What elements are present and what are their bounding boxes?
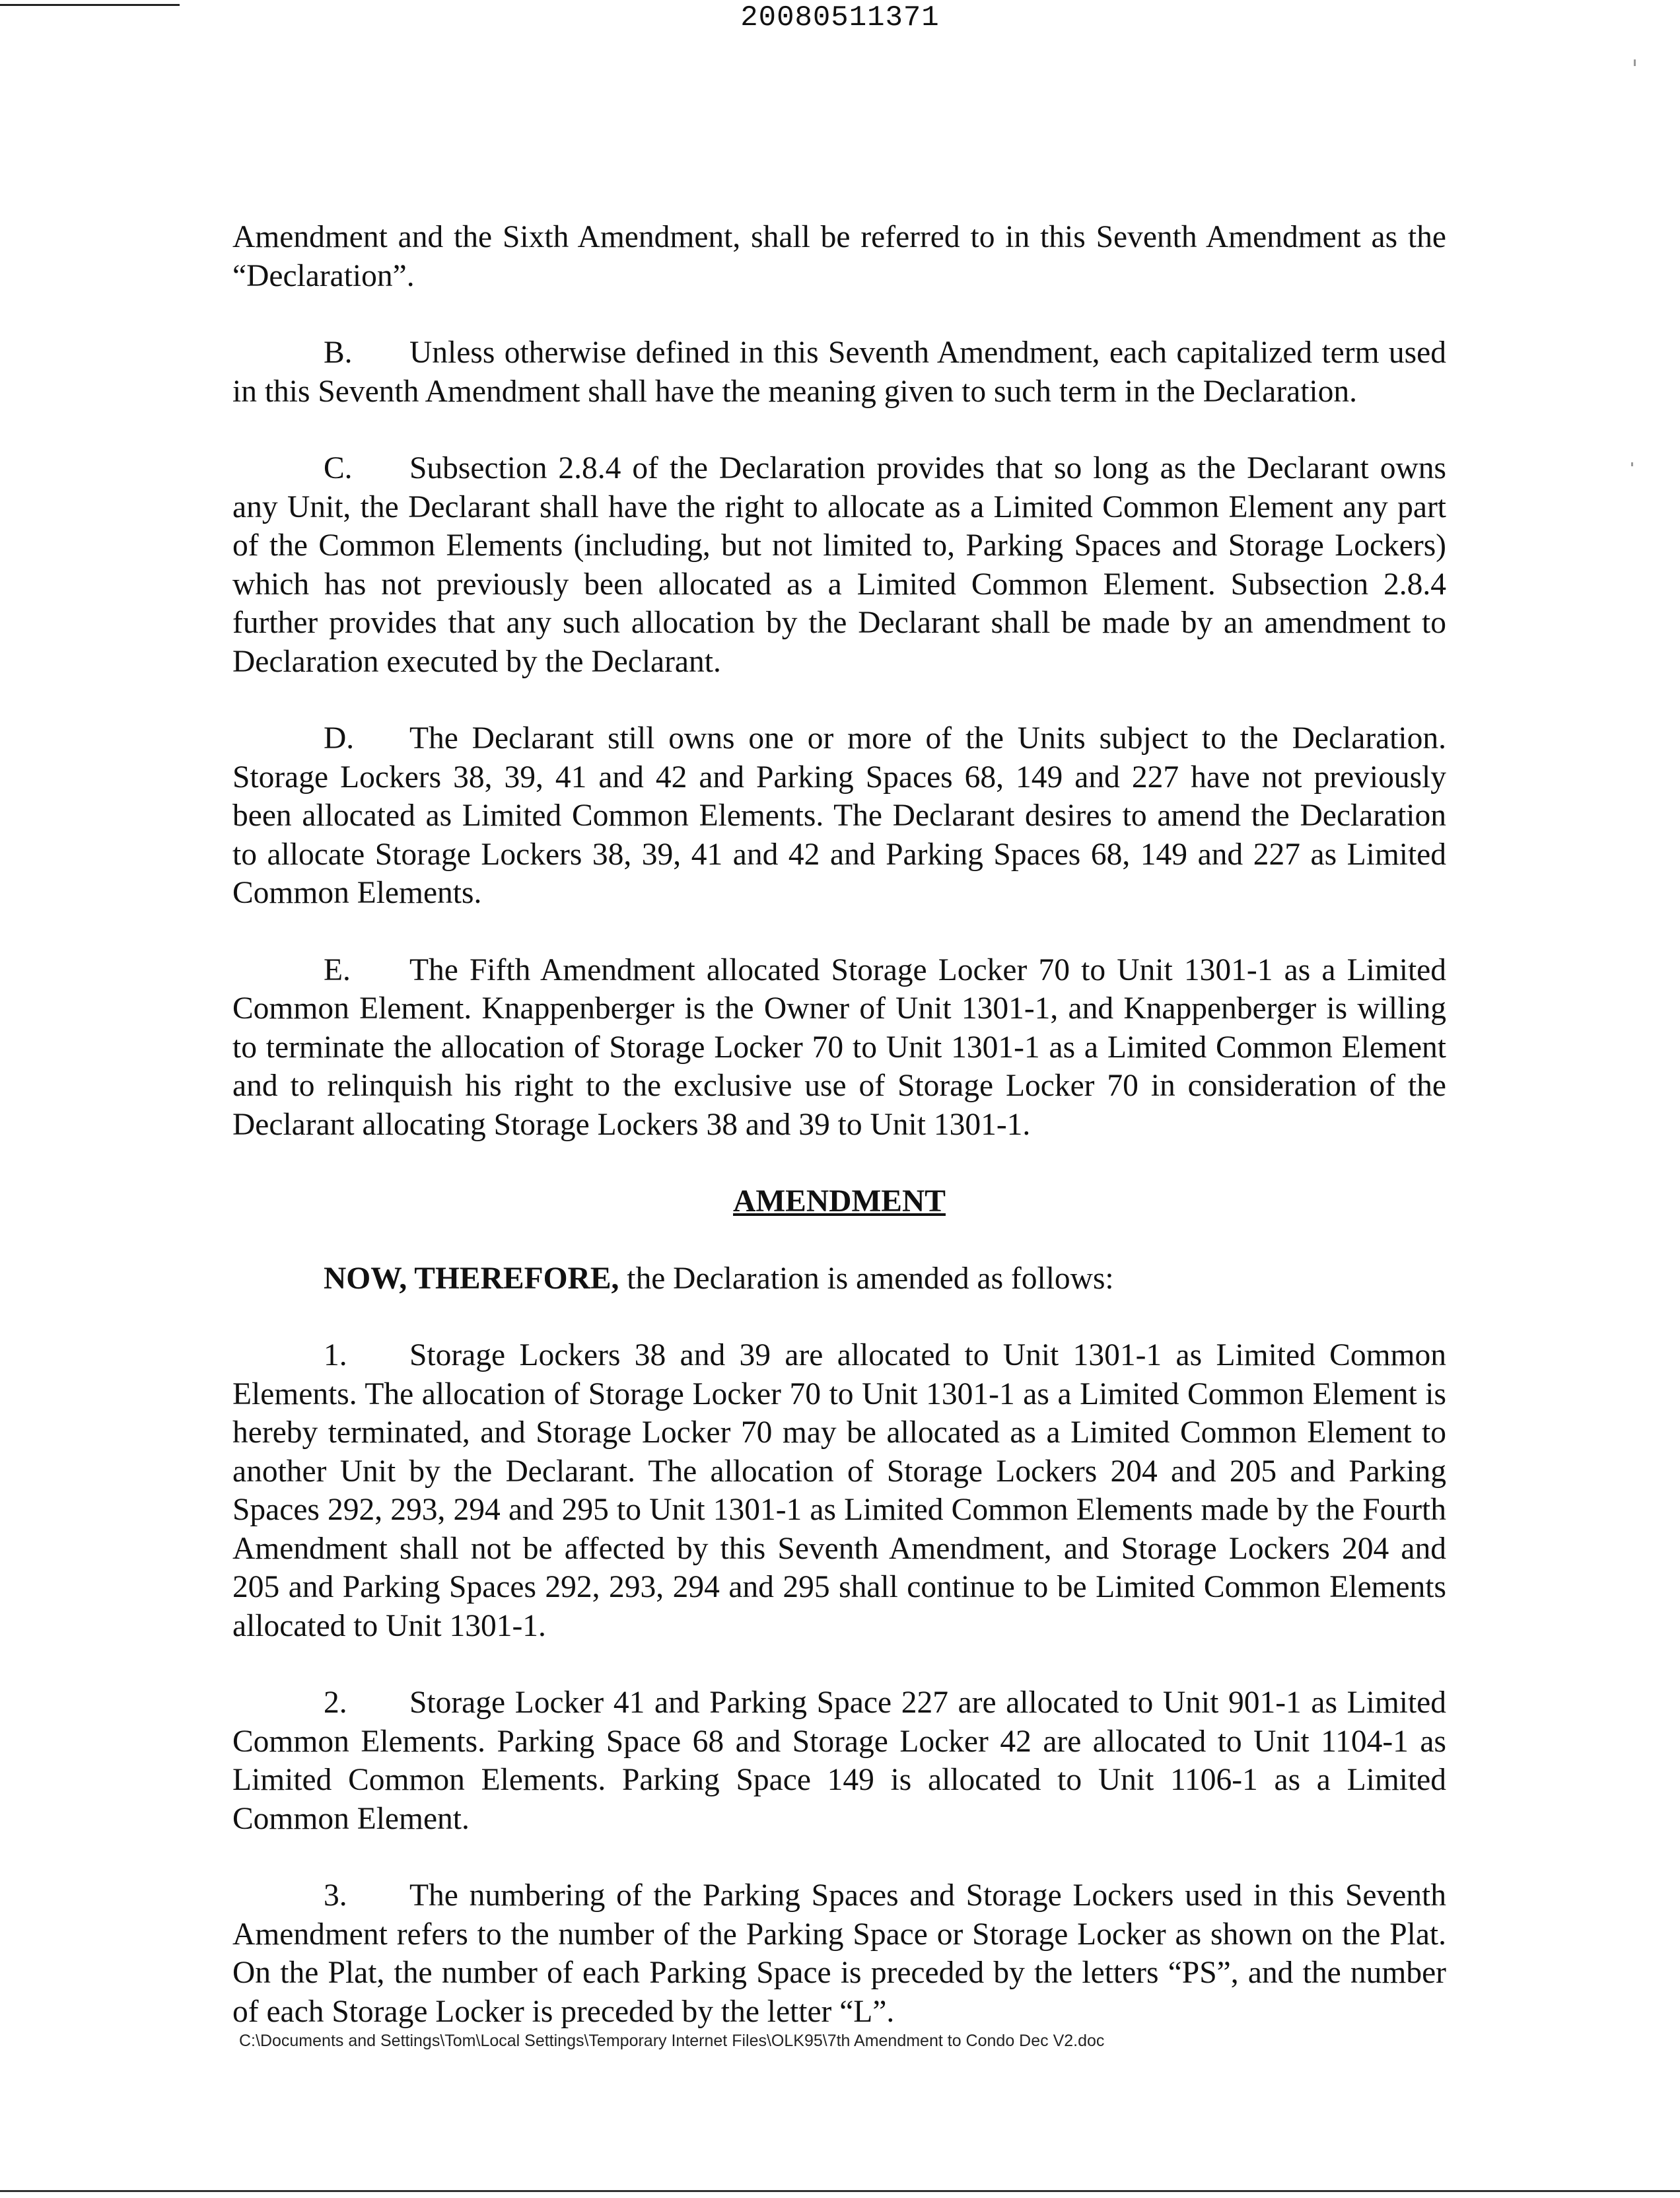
now-therefore-lead: NOW, THEREFORE, — [324, 1261, 619, 1296]
recital-label: B. — [324, 336, 353, 370]
scan-speck — [1634, 59, 1636, 66]
scan-bottom-rule — [0, 2190, 1680, 2192]
footer-file-path: C:\Documents and Settings\Tom\Local Settings\Temporary Internet Files\OLK95\7th Amendment to Condo Dec V2.doc — [239, 2032, 1105, 2050]
recital-text: The Fifth Amendment allocated Storage Locker 70 to Unit 1301-1 as a Limited Common Element. Knappenberger is the Owner of Unit 1301-1, and Knappenberger is willing to terminate the allocation of Storage Locker 70 to Unit 1301-1 as a Limited Common Element and to relinquish his right to the exclusive use of Storage Locker 70 in consideration of the Declarant allocating Storage Lockers 38 and 39 to Unit 1301-1. — [232, 952, 1446, 1142]
amendment-item-text: Storage Locker 41 and Parking Space 227 are allocated to Unit 901-1 as Limited Common Elements. Parking Space 68 and Storage Locker 42 are allocated to Unit 1104-1 as Limited Common Elements. Parking Space 149 is allocated to Unit 1106-1 as a Limited Common Element. — [232, 1685, 1446, 1836]
recital-text: The Declarant still owns one or more of the Units subject to the Declaration. Storage Lockers 38, 39, 41 and 42 and Parking Spaces 68, 149 and 227 have not previously been allocated as Limited Common Elements. The Declarant desires to amend the Declaration to allocate Storage Lockers 38, 39, 41 and 42 and Parking Spaces 68, 149 and 227 as Limited Common Elements. — [232, 721, 1446, 910]
amendment-item-label: 1. — [324, 1338, 347, 1372]
amendment-item-2 — [232, 1684, 1446, 1838]
document-body — [232, 218, 1446, 2069]
recital-label: E. — [324, 952, 351, 987]
amendment-item-label: 3. — [324, 1878, 347, 1913]
scan-speck — [1631, 462, 1633, 466]
recital-c — [232, 449, 1446, 681]
amendment-item-1 — [232, 1336, 1446, 1645]
recital-d — [232, 719, 1446, 913]
recital-b — [232, 334, 1446, 411]
recital-text: Subsection 2.8.4 of the Declaration provides that so long as the Declarant owns any Unit, the Declarant shall have the right to allocate as a Limited Common Element any part of the Common Elements (including, but not limited to, Parking Spaces and Storage Lockers) which has not previously been allocated as a Limited Common Element. Subsection 2.8.4 further provides that any such allocation by the Declarant shall be made by an amendment to Declaration executed by the Declarant. — [232, 451, 1446, 679]
recital-label: C. — [324, 451, 353, 485]
document-number: 20080511371 — [740, 1, 940, 34]
amendment-item-text: Storage Lockers 38 and 39 are allocated to Unit 1301-1 as Limited Common Elements. The allocation of Storage Locker 70 to Unit 1301-1 as a Limited Common Element is hereby terminated, and Storage Locker 70 may be allocated as a Limited Common Element to another Unit by the Declarant. The allocation of Storage Lockers 204 and 205 and Parking Spaces 292, 293, 294 and 295 to Unit 1301-1 as Limited Common Elements made by the Fourth Amendment shall not be affected by this Seventh Amendment, and Storage Lockers 204 and 205 and Parking Spaces 292, 293, 294 and 295 shall continue to be Limited Common Elements allocated to Unit 1301-1. — [232, 1338, 1446, 1643]
amendment-item-3 — [232, 1876, 1446, 2031]
recital-label: D. — [324, 721, 355, 756]
amendment-intro — [232, 1259, 1446, 1298]
amendment-item-text: The numbering of the Parking Spaces and Storage Lockers used in this Seventh Amendment refers to the number of the Parking Space or Storage Locker as shown on the Plat. On the Plat, the number of each Parking Space is preceded by the letters “PS”, and the number of each Storage Locker is preceded by the letter “L”. — [232, 1878, 1446, 2029]
amendment-item-label: 2. — [324, 1685, 347, 1720]
recital-e — [232, 951, 1446, 1145]
amendment-intro-text: the Declaration is amended as follows: — [619, 1261, 1114, 1296]
recital-continuation: Amendment and the Sixth Amendment, shall be referred to in this Seventh Amendment as the “Declaration”. — [232, 220, 1446, 293]
recital-text: Unless otherwise defined in this Seventh Amendment, each capitalized term used in this Seventh Amendment shall have the meaning given to such term in the Declaration. — [232, 336, 1446, 409]
amendment-heading: AMENDMENT — [733, 1184, 946, 1219]
